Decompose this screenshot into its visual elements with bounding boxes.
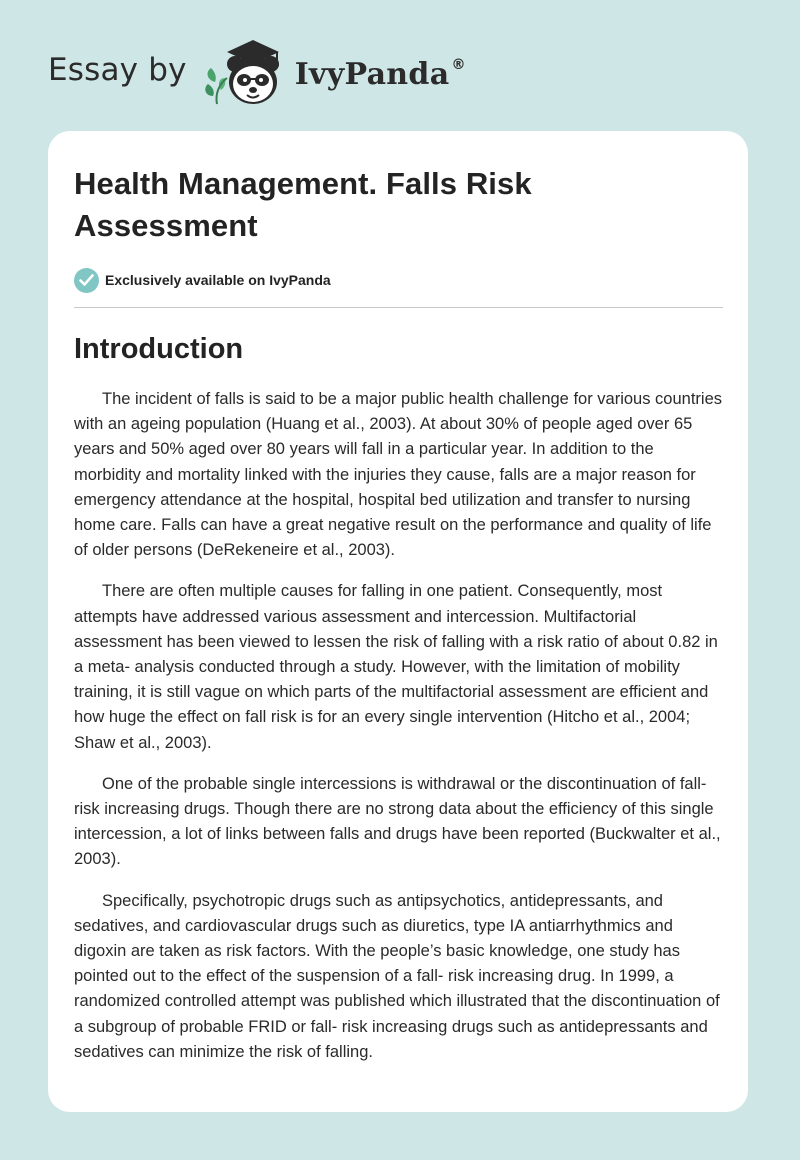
paragraph: Specifically, psychotropic drugs such as antipsychotics, antidepressants, and sedatives, and cardiovascular drugs such as diuretics, type IA antiarrhythmics and digoxin are taken as risk factors. With the people’s basic knowledge, one study has pointed out to the effect of the suspension of a fall- risk increasing drug. In 1999, a randomized controlled attempt was published which illustrated that the discontinuation of a subgroup of probable FRID or fall- risk increasing drugs such as antidepressants and sedatives can minimize the risk of falling. <box>74 891 720 1061</box>
checkmark-icon <box>74 268 99 293</box>
paragraph: The incident of falls is said to be a major public health challenge for various countries with an ageing population (Huang et al., 2003). At about 30% of people aged over 65 years and 50% aged over 80 years will fall in a particular year. In addition to the morbidity and mortality linked with the injuries they cause, falls are a major reason for emergency attendance at the hospital, hospital bed utilization and transfer to nursing home care. Falls can have a great negative result on the performance and quality of life of older persons (DeRekeneire et al., 2003). <box>74 390 723 560</box>
article-body <box>74 387 722 1065</box>
brand-name: IvyPanda ® <box>294 56 466 92</box>
page-title: Health Management. Falls Risk Assessment <box>74 166 532 243</box>
paragraph: There are often multiple causes for falling in one patient. Consequently, most attempts have addressed various assessment and intercession. Multifactorial assessment has been viewed to lessen the risk of falling with a risk ratio of about 0.82 in a meta- analysis conducted through a study. However, with the limitation of mobility training, it is still vague on which parts of the multifactorial assessment are efficient and how huge the effect on fall risk is for an every single intervention (Hitcho et al., 2004; Shaw et al., 2003). <box>74 582 718 752</box>
site-header <box>0 0 800 130</box>
registered-mark: ® <box>451 56 466 73</box>
paragraph: One of the probable single intercessions is withdrawal or the discontinuation of fall-risk increasing drugs. Though there are no strong data about the efficiency of this single intercession, a lot of links between falls and drugs have been reported (Buckwalter et al., 2003). <box>74 774 721 869</box>
essay-by-label: Essay by <box>48 52 187 88</box>
exclusive-badge <box>74 265 722 295</box>
exclusive-badge-label: Exclusively available on IvyPanda <box>105 272 331 288</box>
article-card <box>48 131 748 1112</box>
section-title: Introduction <box>74 333 244 365</box>
panda-graduate-icon <box>201 34 293 108</box>
site-logo[interactable] <box>48 36 466 106</box>
